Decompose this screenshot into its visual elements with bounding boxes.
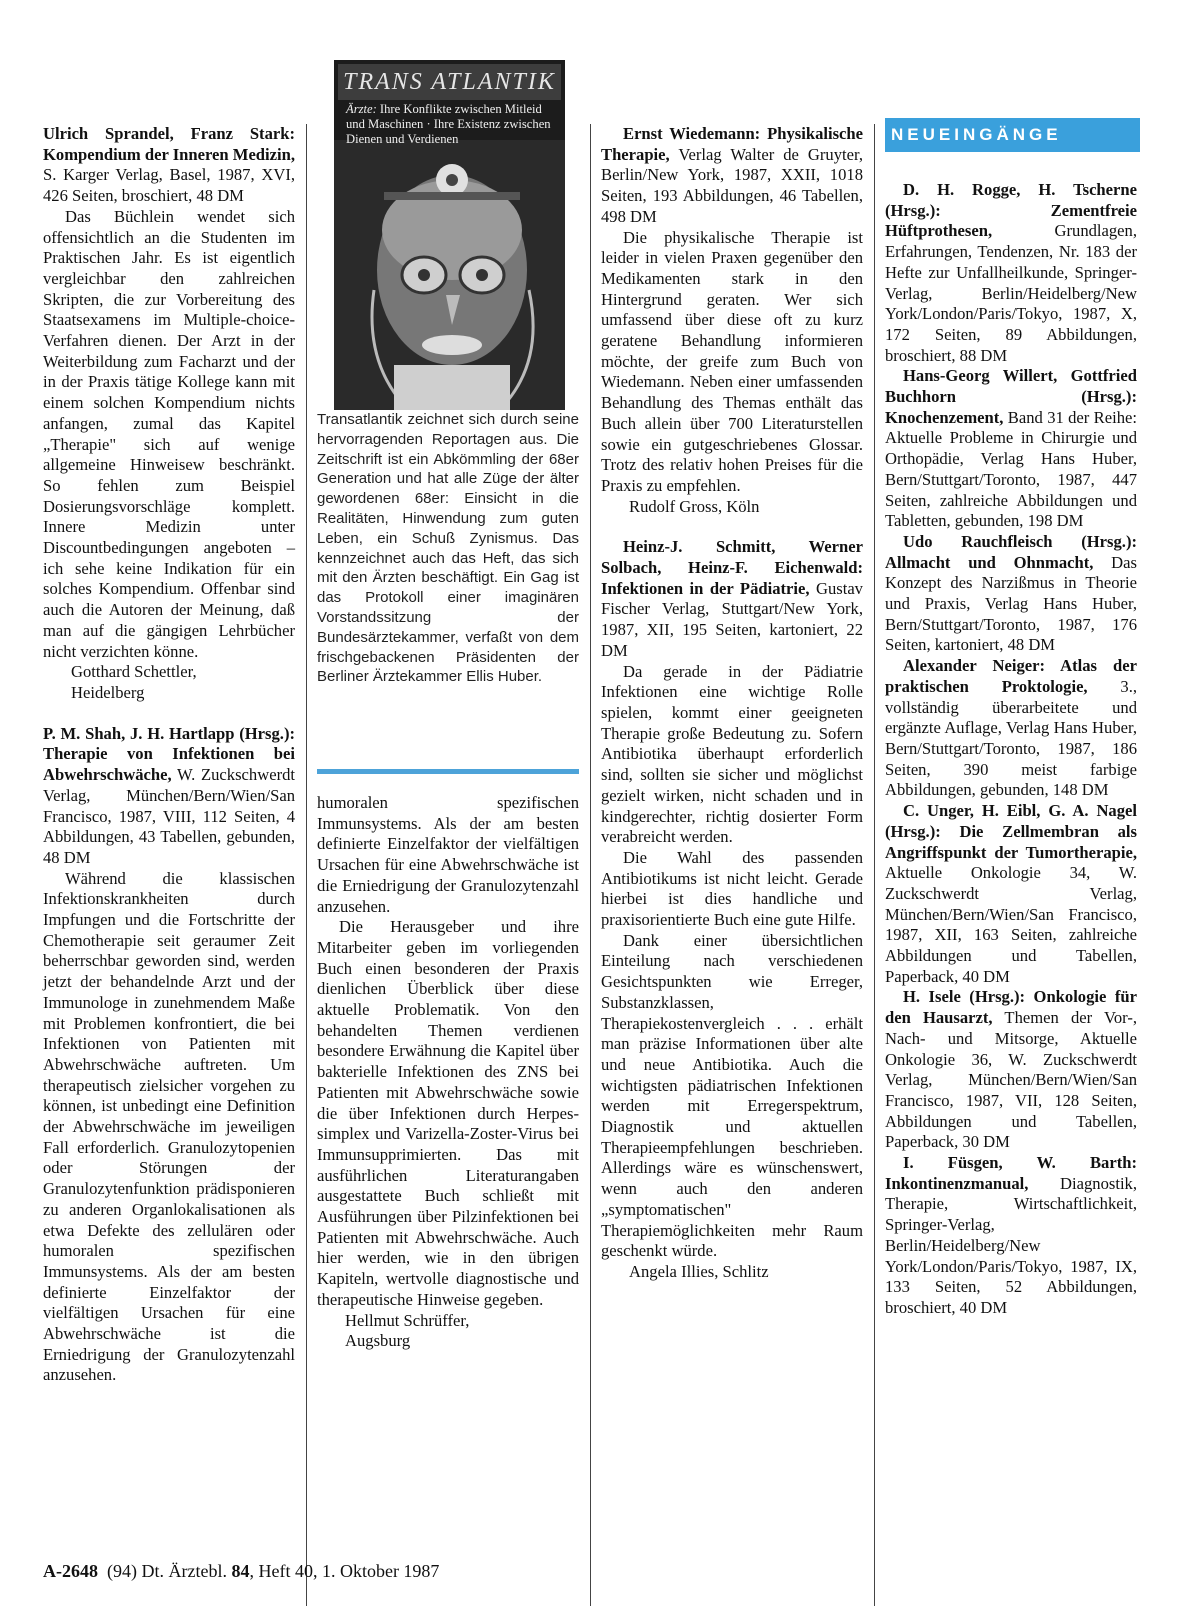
new-title-entry bbox=[885, 987, 1137, 1153]
new-title-biblio: 3., vollständig überarbeitete und ergänzte Auflage, Verlag Hans Huber, Bern/Stuttgart/Toronto, 1987, 186 Seiten, 390 meist farbige Abbildungen, gebunden, 148 DM bbox=[885, 676, 1137, 800]
column-2 bbox=[317, 793, 579, 1352]
image-caption: Transatlantik zeichnet sich durch seine hervorragenden Reportagen aus. Die Zeitschrift ist ein Abkömmling der 68er Generation und hat alle Züge der älter gewordenen 68er: Einsicht in die Realitäten, Hinwendung zum guten Leben, ein Schuß Zynismus. Das kennzeichnet auch das Heft, das sich mit den Ärzten beschäftigt. Ein Gag ist das Protokoll einer imaginären Vorstandssitzung der Bundesärztekammer, verfaßt von dem frischgebackenen Präsidenten der Berliner Ärztekammer Ellis Huber. bbox=[317, 411, 579, 686]
column-1 bbox=[43, 124, 295, 1386]
footer-journal: (94) Dt. Ärztebl. bbox=[98, 1561, 232, 1581]
new-title-heading: I. Füsgen, W. Barth: Inkontinenzmanual, bbox=[885, 1153, 1137, 1193]
new-title-heading: Alexander Neiger: Atlas der praktischen Proktologie, bbox=[885, 656, 1137, 696]
review-body: Die physikalische Therapie ist leider in vielen Praxen gegenüber den Medikamenten stark in den Hintergrund geraten. Wer sich umfassend über diese oft zu kurz geratene Behandlung informieren möchte, der greife zum Buch von Wiedemann. Neben einer umfassenden Behandlung des Themas enthält das Buch allein über 700 Literaturstellen sowie ein gutgeschriebenes Glossar. Trotz des relativ hohen Preises für die Praxis zu empfehlen. bbox=[601, 227, 863, 495]
review-biblio: W. Zuckschwerdt Verlag, München/Bern/Wien/San Francisco, 1987, VIII, 112 Seiten, 4 Abbildungen, 43 Tabellen, gebunden, 48 DM bbox=[43, 765, 295, 867]
review-heading: Ulrich Sprandel, Franz Stark: Kompendium der Inneren Medizin, bbox=[43, 124, 296, 164]
review-biblio: Verlag Walter de Gruyter, Berlin/New York, 1987, XXII, 1018 Seiten, 193 Abbildungen, 46 Tabellen, 498 DM bbox=[601, 144, 863, 226]
review-entry bbox=[43, 124, 295, 207]
review-body: Die Wahl des passenden Antibiotikums ist nicht leicht. Gerade hierbei ist dies handliche und praxisorientierte Buch eine gute Hilfe. bbox=[601, 847, 863, 930]
column-divider bbox=[306, 124, 307, 1606]
review-body: Das Büchlein wendet sich offensichtlich an die Studenten im Praktischen Jahr. Es ist eigentlich vergleichbar den zahlreichen Skripten, die zur Vorbereitung des Staatsexamens im Multiple-choice-Verfahren dienen. Der Arzt in der Weiterbildung zum Facharzt und der in der Praxis tätige Kollege kann mit einem solchen Kompendium nichts anfangen, zumal das Kapitel „Therapie" sich auf wenige allgemeine Hinweisew beschränkt. So fehlen zum Beispiel Dosierungsvorschläge komplett. Innere Medizin unter Discountbedingungen angeboten – ich sehe keine Indikation für ein solches Kompendium. Offenbar sind auch die Autoren der Meinung, daß man auf die gängigen Lehrbücher nicht verzichten könne. bbox=[43, 206, 295, 661]
review-author: Hellmut Schrüffer, bbox=[345, 1310, 470, 1330]
review-body: Da gerade in der Pädiatrie Infektionen eine wichtige Rolle spielen, kommt einer geeigneten Therapie große Bedeutung zu. Sofern Antibiotika überhaupt erforderlich sind, sollten sie sicher und möglichst gezielt wirken, nicht schaden und in kindgerechter, richtig dosierter Form verabreicht werden. bbox=[601, 661, 863, 847]
new-title-biblio: Themen der Vor-, Nach- und Mitsorge, Aktuelle Onkologie 36, W. Zuckschwerdt Verlag, München/Bern/Wien/San Francisco, 1987, VII, 128 Seiten, Abbildungen und Tabellen, Paperback, 30 DM bbox=[885, 1008, 1137, 1152]
page-footer bbox=[43, 1561, 439, 1582]
new-title-entry bbox=[885, 656, 1137, 801]
magazine-tagline-lead: Ärzte: bbox=[346, 102, 377, 116]
review-heading: Ernst Wiedemann: Physikalische Therapie, bbox=[601, 124, 863, 164]
new-title-heading: Udo Rauchfleisch (Hrsg.): Allmacht und Ohnmacht, bbox=[885, 531, 1137, 572]
review-body: Dank einer übersichtlichen Einteilung nach verschiedenen Gesichtspunkten wie Erreger, Substanzklassen, Therapiekostenvergleich . . . erhält man präzise Informationen über alte und neue Antibiotika. Auch die wichtigsten pädiatrischen Infektionen werden mit Erregerspektrum, Diagnostik und aktuellen Therapieempfehlungen beschrieben. Allerdings wäre es wünschenswert, wenn auch den anderen „symptomatischen" Therapiemöglichkeiten mehr Raum geschenkt würde. bbox=[601, 930, 863, 1261]
column-4 bbox=[885, 180, 1137, 1319]
review-heading: P. M. Shah, J. H. Hartlapp (Hrsg.): Therapie von Infektionen bei Abwehrschwäche, bbox=[43, 723, 295, 785]
review-biblio: Gustav Fischer Verlag, Stuttgart/New York, 1987, XII, 195 Seiten, kartoniert, 22 DM bbox=[601, 578, 863, 660]
review-entry bbox=[43, 724, 295, 869]
new-title-biblio: Aktuelle Onkologie 34, W. Zuckschwerdt Verlag, München/Bern/Wien/San Francisco, 1987, XII, 163 Seiten, zahlreiche Abbildungen und Tabellen, Paperback, 40 DM bbox=[885, 863, 1137, 986]
review-biblio: S. Karger Verlag, Basel, 1987, XVI, 426 Seiten, broschiert, 48 DM bbox=[43, 165, 295, 206]
new-title-biblio: Band 31 der Reihe: Aktuelle Probleme in Chirurgie und Orthopädie, Verlag Hans Huber, Bern/Stuttgart/Toronto, 1987, 447 Seiten, zahlreiche Abbildungen und Tabletten, gebunden, 198 DM bbox=[885, 407, 1137, 531]
new-title-heading: C. Unger, H. Eibl, G. A. Nagel (Hrsg.): Die Zellmembran als Angriffspunkt der Tumortherapie, bbox=[885, 801, 1137, 862]
new-title-heading: H. Isele (Hrsg.): Onkologie für den Hausarzt, bbox=[885, 987, 1137, 1028]
review-author: Rudolf Gross, Köln bbox=[629, 496, 760, 516]
section-header-label: NEUEINGÄNGE bbox=[891, 125, 1062, 144]
magazine-cover-image bbox=[334, 60, 565, 410]
review-author-place: Augsburg bbox=[345, 1331, 411, 1351]
new-title-entry bbox=[885, 532, 1137, 656]
section-header bbox=[885, 118, 1140, 152]
review-entry bbox=[601, 124, 863, 228]
magazine-tagline bbox=[346, 102, 556, 147]
review-author: Gotthard Schettler, bbox=[71, 662, 197, 682]
new-title-entry bbox=[885, 180, 1137, 366]
new-title-entry bbox=[885, 366, 1137, 532]
new-title-entry bbox=[885, 801, 1137, 987]
new-title-biblio: Grundlagen, Erfahrungen, Tendenzen, Nr. 183 der Hefte zur Unfallheilkunde, Springer-Verlag, Berlin/Heidelberg/New York/London/Paris/Tokyo, 1987, X, 172 Seiten, 89 Abbildungen, broschiert, 88 DM bbox=[885, 221, 1137, 365]
footer-issue: , Heft 40, 1. Oktober 1987 bbox=[249, 1561, 440, 1581]
new-title-entry bbox=[885, 1153, 1137, 1319]
review-author: Angela Illies, Schlitz bbox=[629, 1261, 769, 1281]
review-body: Die Herausgeber und ihre Mitarbeiter geben im vorliegenden Buch einen besonderen der Praxis dienlichen Überblick über diese aktuelle Problematik. Von den behandelten Themen verdienen besondere Erwähnung die Kapitel über bakterielle Infektionen des ZNS bei Patienten mit Abwehrschwäche sowie die über Infektionen durch Herpes-simplex und Varizella-Zoster-Virus bei Immunsupprimierten. Das mit ausführlichen Literaturangaben ausgestattete Buch schließt mit Ausführungen über Pilzinfektionen bei Patienten mit Abwehrschwäche. Auch hier werden, wie in den übrigen Kapiteln, wertvolle diagnostische und therapeutische Hinweise gegeben. bbox=[317, 917, 579, 1309]
column-3 bbox=[601, 124, 863, 1283]
column-divider bbox=[590, 124, 591, 1606]
review-body: Während die klassischen Infektionskrankheiten durch Impfungen und die Fortschritte der Chemotherapie seit geraumer Zeit beherrschbar geworden sind, werden jetzt der behandelnde Arzt und der Immunologe in zunehmendem Maße mit Problemen konfrontiert, die bei Infektionen von Patienten mit Abwehrschwäche auftreten. Um therapeutisch zielsicher vorgehen zu können, ist unbedingt eine Definition der Abwehrschwäche im jeweiligen Fall erforderlich. Granulozytopenien oder Störungen der Granulozytenfunktion prädisponieren zu anderen Organlokalisationen als etwa Defekte des zellulären oder humoralen spezifischen Immunsystems. Als der am besten definierte Einzelfaktor der vielfältigen Ursachen für eine Abwehrschwäche ist die Erniedrigung der Granulozytenzahl anzusehen. bbox=[43, 868, 295, 1385]
new-title-biblio: Diagnostik, Therapie, Wirtschaftlichkeit, Springer-Verlag, Berlin/Heidelberg/New York/London/Paris/Tokyo, 1987, IX, 133 Seiten, 52 Abbildungen, broschiert, 40 DM bbox=[885, 1173, 1137, 1317]
new-title-heading: Hans-Georg Willert, Gottfried Buchhorn (Hrsg.): Knochenzement, bbox=[885, 366, 1137, 427]
review-heading: Heinz-J. Schmitt, Werner Solbach, Heinz-F. Eichenwald: Infektionen in der Pädiatrie, bbox=[601, 537, 863, 598]
review-author-place: Heidelberg bbox=[71, 682, 145, 702]
divider-bar bbox=[317, 769, 579, 774]
review-entry bbox=[601, 537, 863, 661]
column-divider bbox=[874, 124, 875, 1606]
page-number: A-2648 bbox=[43, 1561, 98, 1581]
new-title-heading: D. H. Rogge, H. Tscherne (Hrsg.): Zementfreie Hüftprothesen, bbox=[885, 180, 1137, 241]
footer-volume: 84 bbox=[231, 1561, 250, 1581]
magazine-title: TRANS ATLANTIK bbox=[338, 64, 561, 100]
magazine-tagline-text: Ihre Konflikte zwischen Mitleid und Maschinen · Ihre Existenz zwischen Dienen und Verdienen bbox=[346, 102, 551, 146]
review-body-continued: humoralen spezifischen Immunsystems. Als der am besten definierte Einzelfaktor der vielfältigen Ursachen für eine Abwehrschwäche ist die Erniedrigung der Granulozytenzahl anzusehen. bbox=[317, 793, 579, 916]
new-title-biblio: Das Konzept des Narzißmus in Theorie und Praxis, Verlag Hans Huber, Bern/Stuttgart/Toronto, 1987, 176 Seiten, kartoniert, 48 DM bbox=[885, 552, 1137, 655]
